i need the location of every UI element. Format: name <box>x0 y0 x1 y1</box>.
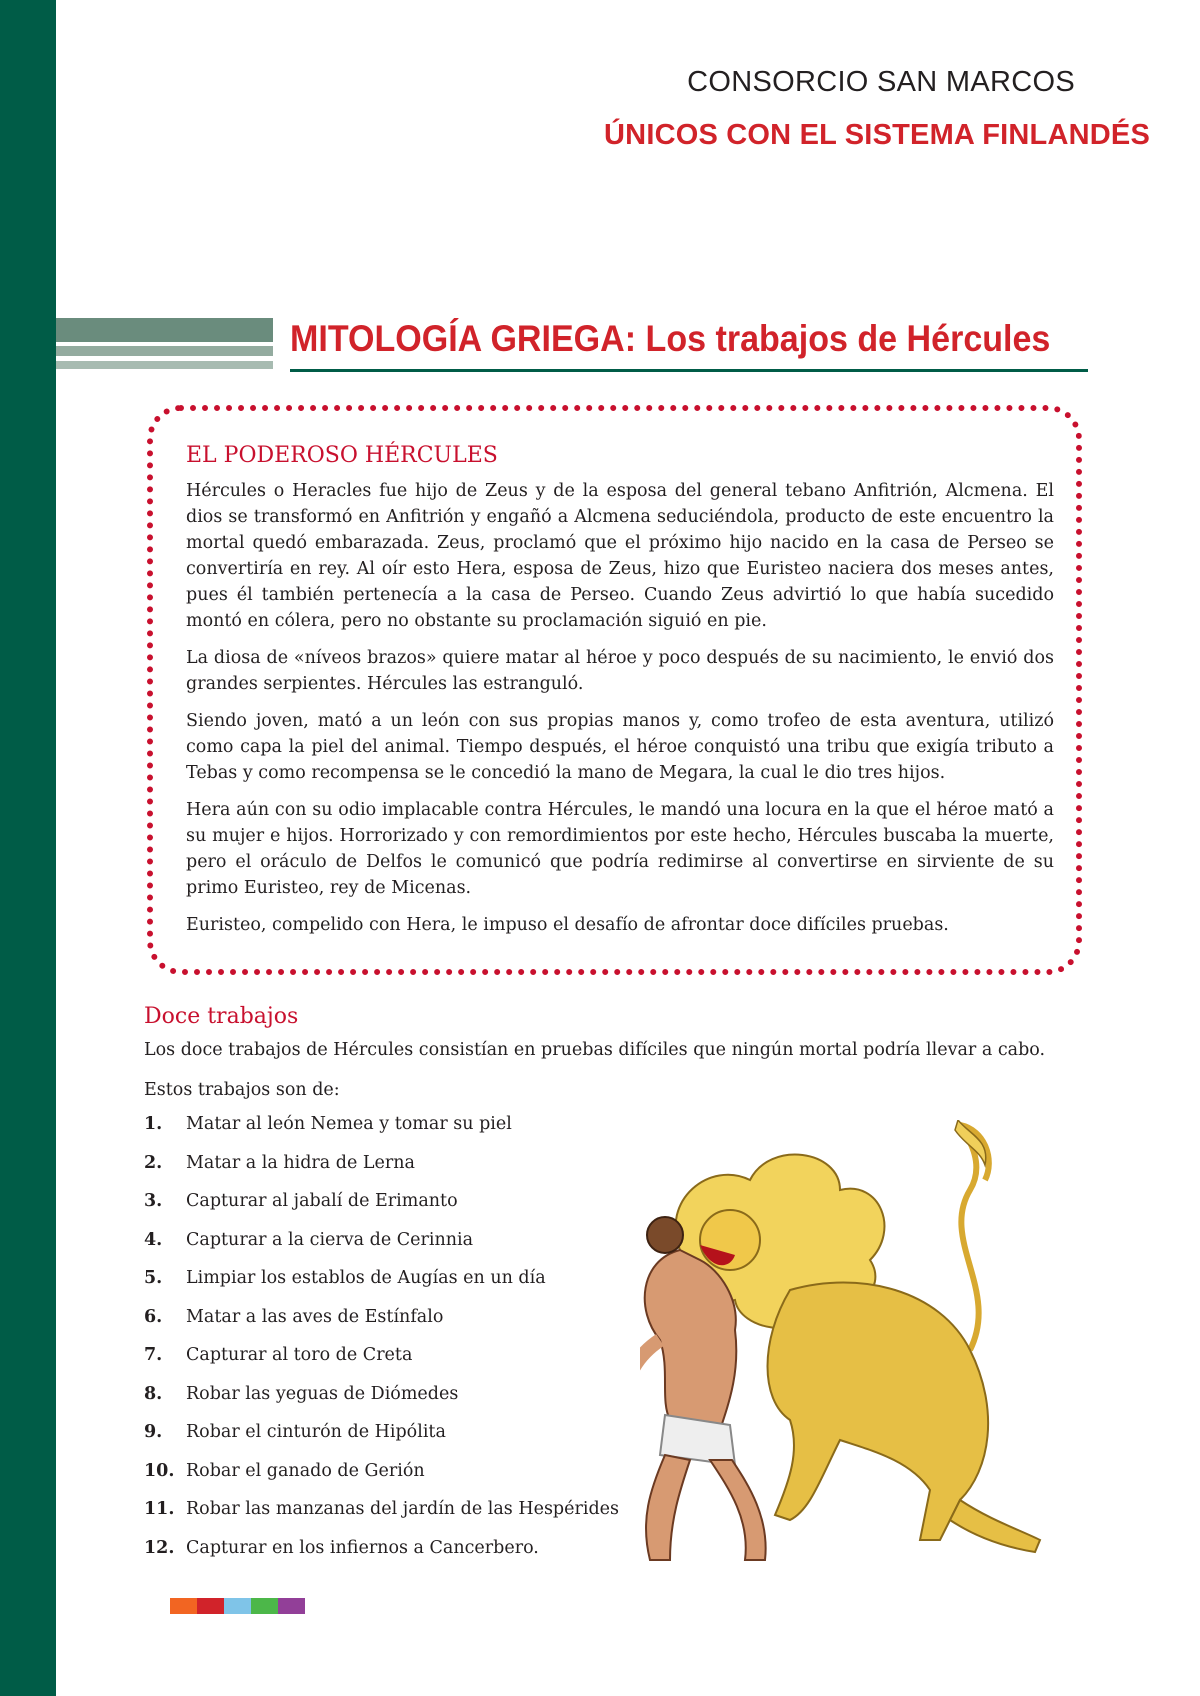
list-item <box>144 1345 619 1384</box>
list-item <box>144 1191 619 1230</box>
list-number: 4. <box>144 1229 163 1250</box>
color-bar <box>170 1598 305 1614</box>
hercules-lion-illustration <box>640 1120 1100 1570</box>
box-paragraph: Euristeo, compelido con Hera, le impuso el desafío de afrontar doce difíciles pruebas. <box>186 915 949 935</box>
list-number: 3. <box>144 1191 163 1211</box>
list-text: Matar a las aves de Estínfalo <box>186 1306 444 1327</box>
header-slogan: ÚNICOS CON EL SISTEMA FINLANDÉS <box>604 119 1150 151</box>
box-body <box>186 478 1054 949</box>
list-item <box>144 1384 619 1423</box>
section-intro: Los doce trabajos de Hércules consistían en pruebas difíciles que ningún mortal podría llevar a cabo. <box>144 1040 1046 1060</box>
list-item <box>144 1538 619 1577</box>
section-title: Doce trabajos <box>144 1004 299 1029</box>
list-number: 10. <box>144 1460 175 1481</box>
list-item <box>144 1114 619 1153</box>
color-swatch <box>197 1598 224 1614</box>
list-item <box>144 1499 619 1538</box>
list-text: Capturar al toro de Creta <box>186 1345 413 1365</box>
list-text: Robar las yeguas de Diómedes <box>186 1383 459 1404</box>
list-text: Matar al león Nemea y tomar su piel <box>186 1114 512 1134</box>
list-text: Robar el cinturón de Hipólita <box>186 1422 446 1442</box>
section-lead: Estos trabajos son de: <box>144 1080 340 1100</box>
list-text: Robar el ganado de Gerión <box>186 1460 425 1481</box>
list-number: 8. <box>144 1383 163 1404</box>
side-bar <box>0 0 56 1696</box>
list-text: Matar a la hidra de Lerna <box>186 1152 415 1173</box>
list-number: 12. <box>144 1537 175 1558</box>
labors-list <box>144 1114 619 1576</box>
list-number: 11. <box>144 1499 175 1519</box>
box-title: EL PODEROSO HÉRCULES <box>186 443 498 468</box>
list-text: Capturar al jabalí de Erimanto <box>186 1191 458 1211</box>
list-item <box>144 1461 619 1500</box>
list-item <box>144 1307 619 1346</box>
list-text: Capturar en los infiernos a Cancerbero. <box>186 1537 539 1558</box>
list-text: Robar las manzanas del jardín de las Hespérides <box>186 1499 619 1519</box>
list-number: 9. <box>144 1422 163 1442</box>
color-swatch <box>224 1598 251 1614</box>
list-item <box>144 1422 619 1461</box>
title-stripe <box>56 346 273 356</box>
title-underline <box>290 369 1088 372</box>
list-item <box>144 1230 619 1269</box>
color-swatch <box>251 1598 278 1614</box>
list-number: 2. <box>144 1152 163 1173</box>
list-item <box>144 1153 619 1192</box>
box-paragraph: Siendo joven, mató a un león con sus propias manos y, como trofeo de esta aventura, utilizó como capa la piel del animal. Tiempo después, el héroe conquistó una tribu que exigía tributo a Tebas y como recompensa se le concedió la mano de Megara, la cual le dio tres hijos. <box>186 711 1054 783</box>
title-stripe <box>56 361 273 369</box>
box-paragraph: Hera aún con su odio implacable contra Hércules, le mandó una locura en la que el héroe mató a su mujer e hijos. Horrorizado y con remordimientos por este hecho, Hércules buscaba la muerte, pero el oráculo de Delfos le comunicó que podría redimirse al convertirse en sirviente de su primo Euristeo, rey de Micenas. <box>186 800 1054 898</box>
list-number: 7. <box>144 1345 163 1365</box>
box-paragraph: Hércules o Heracles fue hijo de Zeus y de la esposa del general tebano Anfitrión, Alcmena. El dios se transformó en Anfitrión y engañó a Alcmena seduciéndola, producto de este encuentro la mortal quedó embarazada. Zeus, proclamó que el próximo hijo nacido en la casa de Perseo se convertiría en rey. Al oír esto Hera, esposa de Zeus, hizo que Euristeo naciera dos meses antes, pues él también pertenecía a la casa de Perseo. Cuando Zeus advirtió lo que había sucedido montó en cólera, pero no obstante su proclamación siguió en pie. <box>186 481 1054 631</box>
header-institution: CONSORCIO SAN MARCOS <box>687 66 1075 98</box>
color-swatch <box>170 1598 197 1614</box>
box-paragraph: La diosa de «níveos brazos» quiere matar al héroe y poco después de su nacimiento, le envió dos grandes serpientes. Hércules las estranguló. <box>186 648 1054 694</box>
title-stripe <box>56 318 273 342</box>
list-number: 6. <box>144 1306 163 1327</box>
list-number: 5. <box>144 1268 163 1288</box>
list-item <box>144 1268 619 1307</box>
page-title: MITOLOGÍA GRIEGA: Los trabajos de Hércules <box>290 318 1051 359</box>
list-number: 1. <box>144 1114 163 1134</box>
color-swatch <box>278 1598 305 1614</box>
list-text: Capturar a la cierva de Cerinnia <box>186 1229 474 1250</box>
list-text: Limpiar los establos de Augías en un día <box>186 1268 546 1288</box>
